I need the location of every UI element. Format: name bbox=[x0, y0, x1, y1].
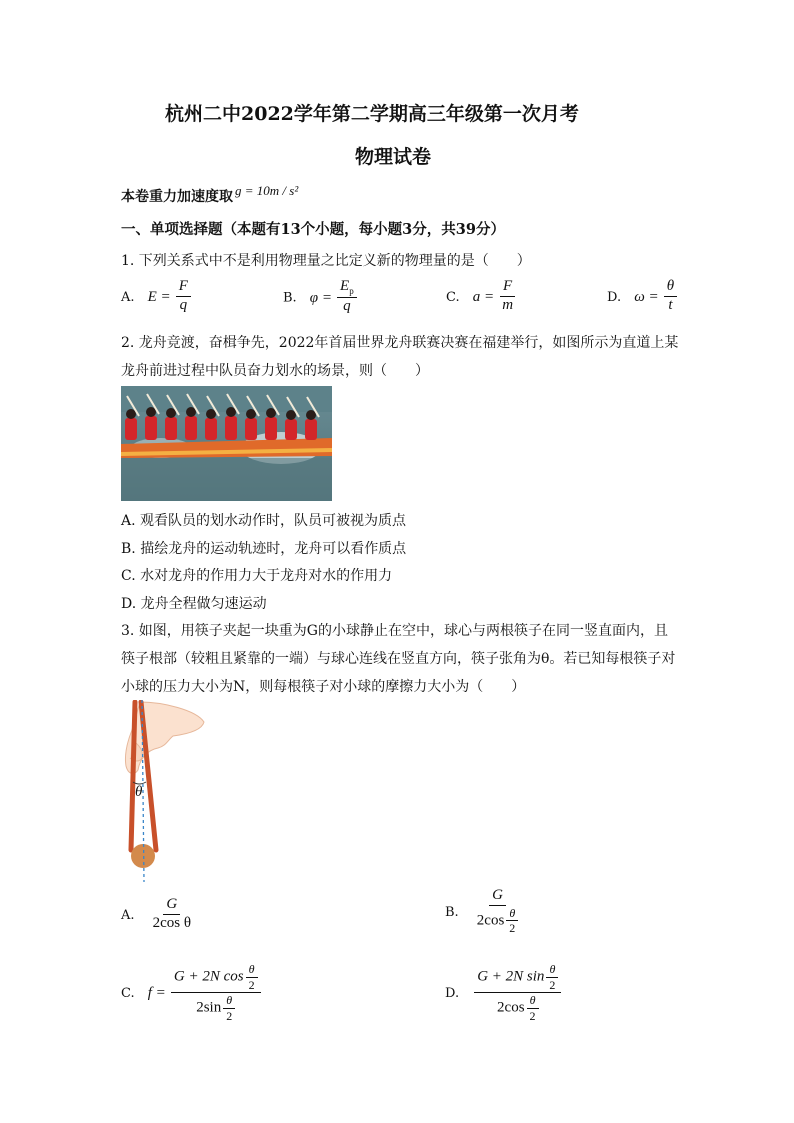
q3-stem-line3: 小球的压力大小为N，则每根筷子对小球的摩擦力大小为（ ） bbox=[121, 679, 526, 695]
chopsticks-figure bbox=[118, 700, 208, 882]
q2-option-b: B. 描绘龙舟的运动轨迹时，龙舟可以看作质点 bbox=[121, 541, 407, 557]
q2-option-a: A. 观看队员的划水动作时，队员可被视为质点 bbox=[121, 513, 407, 529]
q2-stem-line2: 龙舟前进过程中队员奋力划水的场景，则（ ） bbox=[121, 363, 429, 379]
q1-option-c: C. a = $\frac{F}{m}$ bbox=[446, 279, 516, 314]
theta-label: θ bbox=[135, 784, 143, 800]
q1-option-a: A. E = $\frac{F}{q}$ bbox=[121, 279, 191, 314]
dragon-boat-photo bbox=[121, 386, 332, 501]
gravity-note-label: 本卷重力加速度取 bbox=[121, 189, 233, 205]
q3-option-a: A. $\frac{G}{\text{2cos θ}}$ bbox=[121, 896, 192, 931]
ep-symbol: $E_p$ bbox=[337, 279, 357, 298]
q1-option-d: D. ω = $\frac{\theta}{t}$ bbox=[607, 279, 677, 314]
exam-title: 杭州二中2022学年第二学期高三年级第一次月考 bbox=[165, 103, 579, 125]
gravity-value: g = 10m / s² bbox=[235, 183, 299, 198]
q1-option-b: B. φ = $\frac{E_p}{q}$ bbox=[283, 279, 357, 315]
q3-option-d: D. G + 2N sin $\frac{\theta}{2}$ 2cos $\frac{\theta}{2}$ bbox=[445, 963, 561, 1022]
q3-stem-line2: 筷子根部（较粗且紧靠的一端）与球心连线在竖直方向，筷子张角为θ。若已知每根筷子对 bbox=[121, 651, 676, 667]
q2-stem-line1: 2. 龙舟竞渡，奋楫争先，2022年首届世界龙舟联赛决赛在福建举行，如图所示为直道上某 bbox=[121, 335, 679, 351]
q3-option-c: C. f = G + 2N cos $\frac{\theta}{2}$ 2sin $\frac{\theta}{2}$ bbox=[121, 963, 261, 1022]
section-heading: 一、单项选择题（本题有13个小题，每小题3分，共39分） bbox=[121, 221, 505, 238]
q3-option-b: B. G 2cos $\frac{\theta}{2}$ bbox=[445, 888, 521, 935]
q2-option-c: C. 水对龙舟的作用力大于龙舟对水的作用力 bbox=[121, 568, 393, 584]
q1-stem: 1. 下列关系式中不是利用物理量之比定义新的物理量的是（ ） bbox=[121, 253, 531, 269]
q2-option-d: D. 龙舟全程做匀速运动 bbox=[121, 596, 267, 612]
gravity-note bbox=[121, 183, 299, 206]
exam-subtitle: 物理试卷 bbox=[355, 146, 432, 168]
q3-stem-line1: 3. 如图，用筷子夹起一块重为G的小球静止在空中，球心与两根筷子在同一竖直面内，且 bbox=[121, 623, 668, 639]
